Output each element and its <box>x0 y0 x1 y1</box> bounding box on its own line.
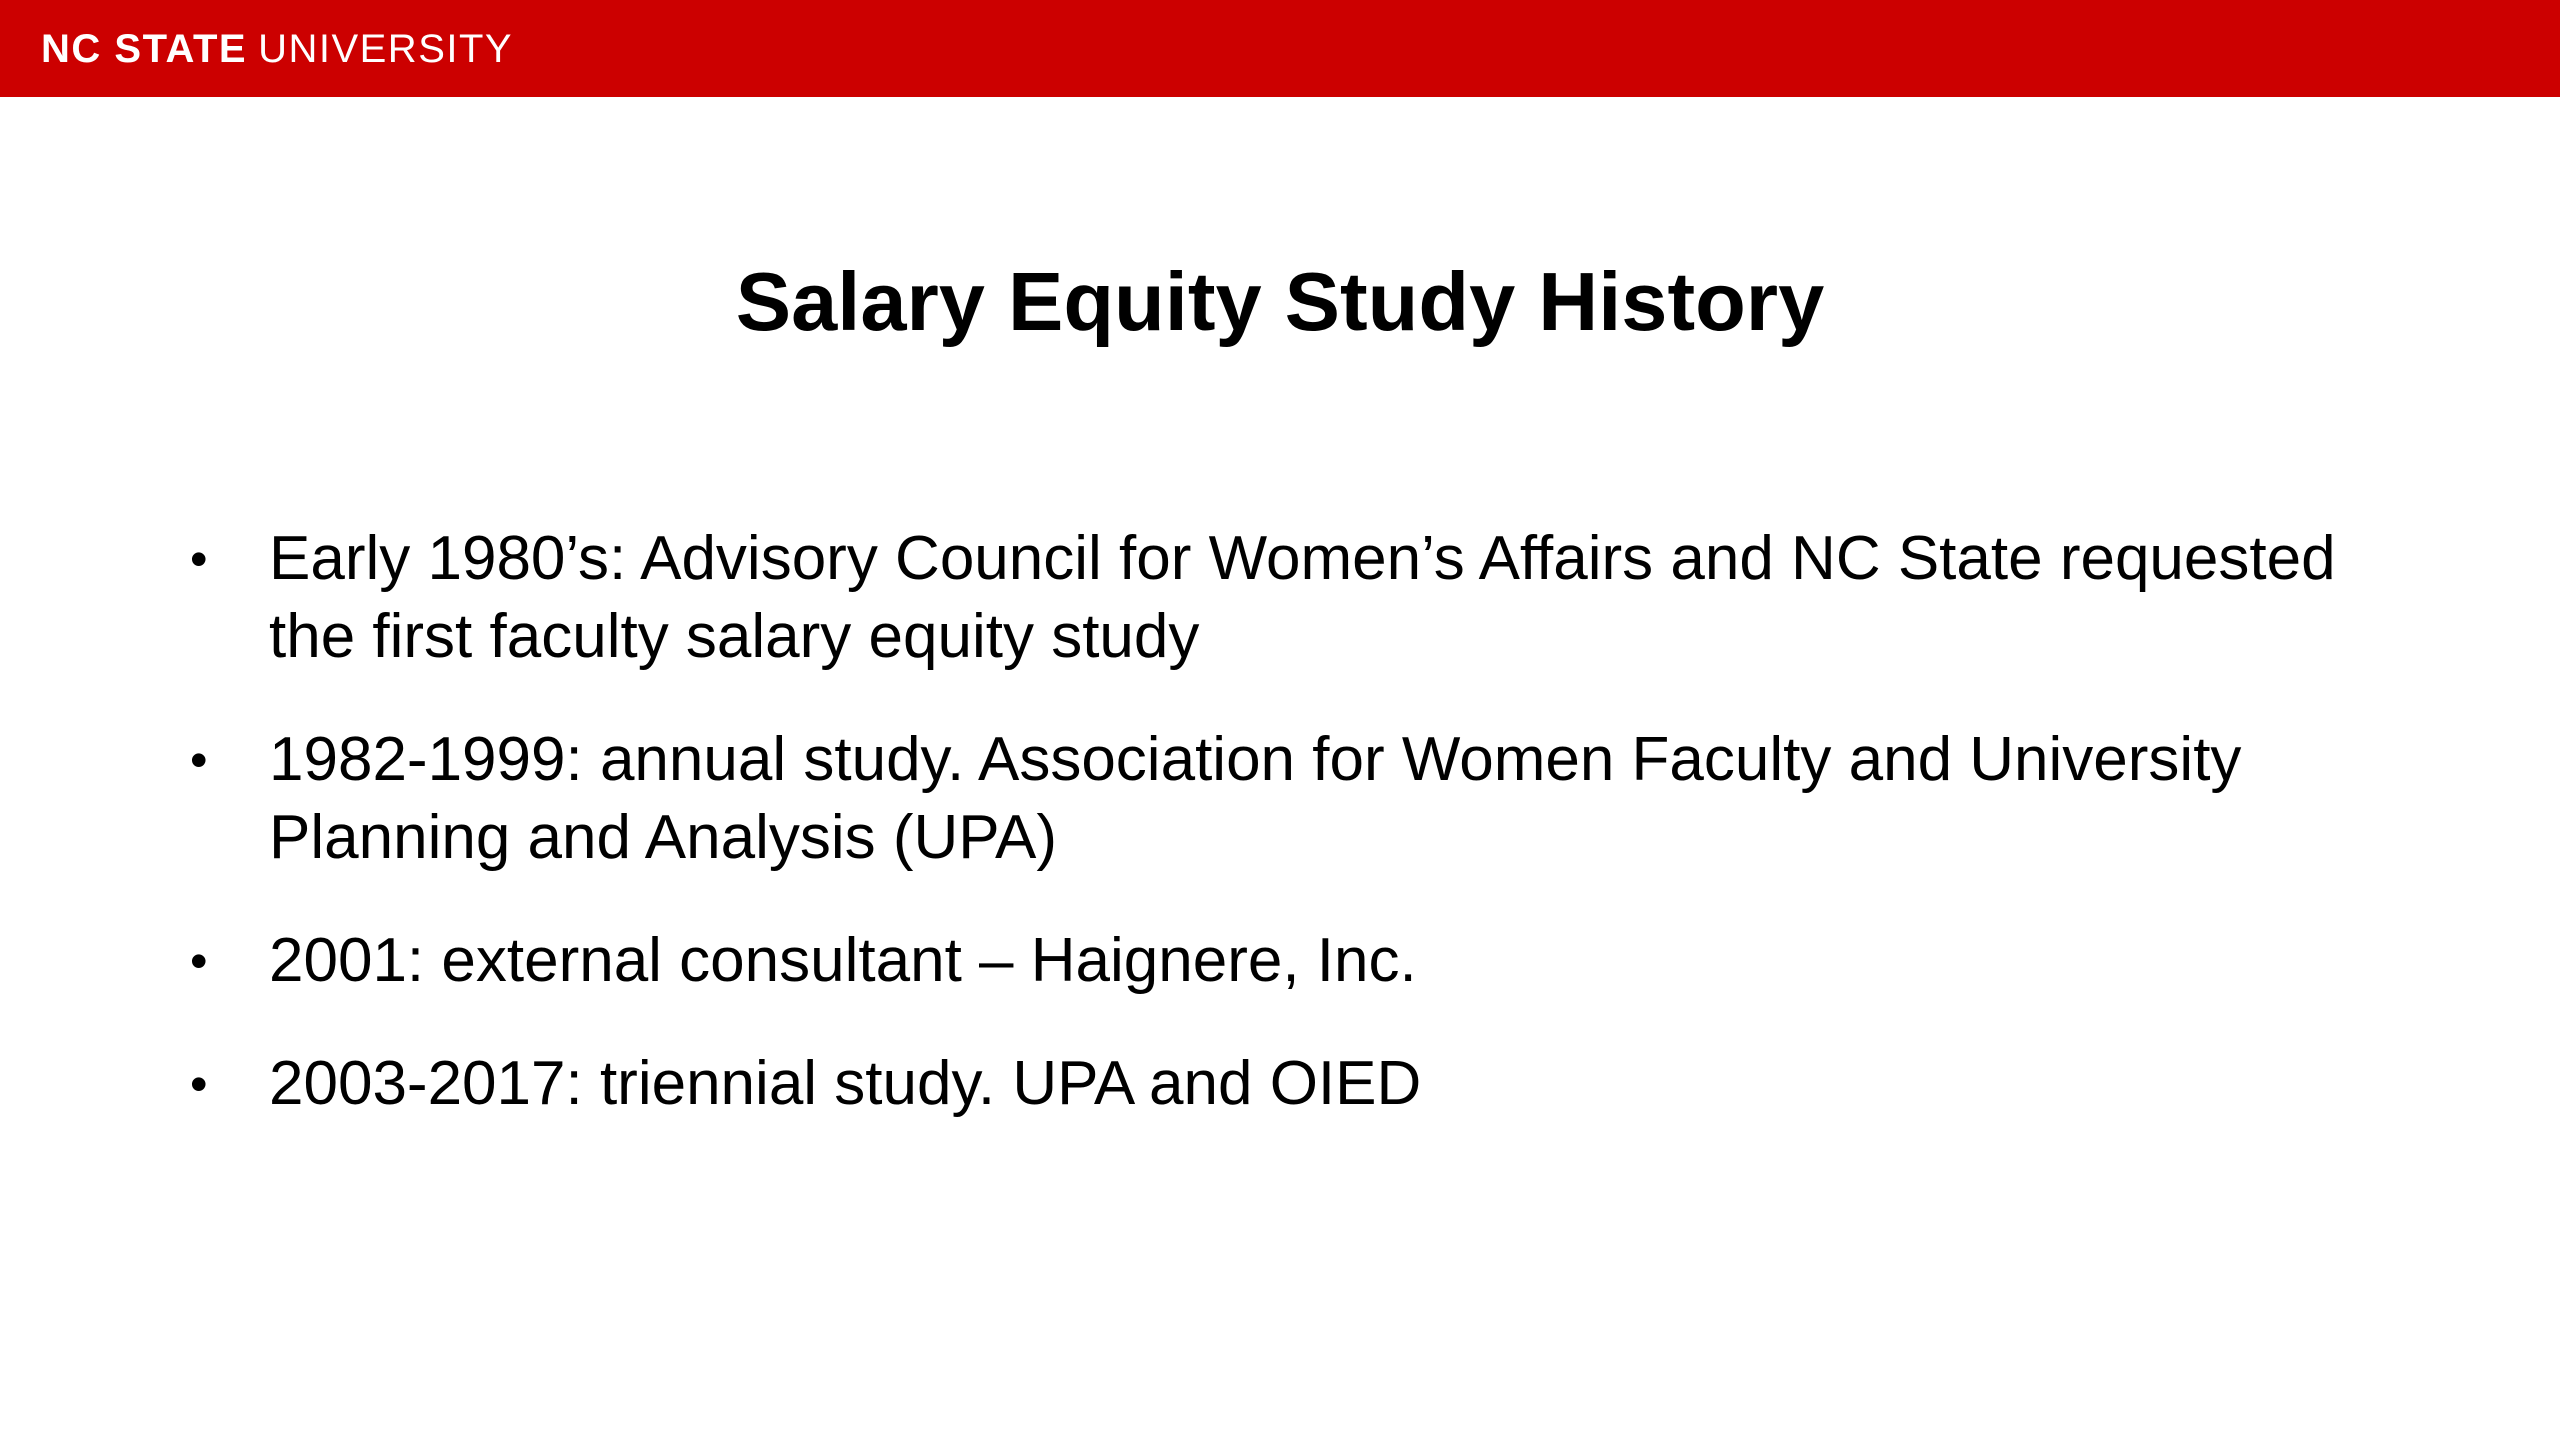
header-bar <box>0 0 2560 97</box>
bullet-item-2 <box>190 721 2420 877</box>
bullet-text: 2003-2017: triennial study. UPA and OIED <box>269 1049 1422 1118</box>
bullet-list <box>190 520 2420 1168</box>
logo-wordmark-bold: NC STATE <box>41 26 248 71</box>
bullet-text: Early 1980’s: Advisory Council for Women’s Affairs and NC State requested the first faculty salary equity study <box>269 524 2336 671</box>
slide-title: Salary Equity Study History <box>735 255 1825 348</box>
bullet-dot-icon: • <box>190 1056 208 1112</box>
bullet-dot-icon: • <box>190 933 208 989</box>
bullet-item-1 <box>190 520 2420 676</box>
bullet-item-3 <box>190 922 2420 1000</box>
bullet-item-4 <box>190 1045 2420 1123</box>
bullet-dot-icon: • <box>190 732 208 788</box>
university-logo <box>41 24 513 74</box>
bullet-text: 2001: external consultant – Haignere, Inc. <box>269 926 1417 995</box>
logo-wordmark-light: UNIVERSITY <box>258 26 514 71</box>
bullet-dot-icon: • <box>190 531 208 587</box>
bullet-text: 1982-1999: annual study. Association for Women Faculty and University Planning and Analysis (UPA) <box>269 725 2242 872</box>
